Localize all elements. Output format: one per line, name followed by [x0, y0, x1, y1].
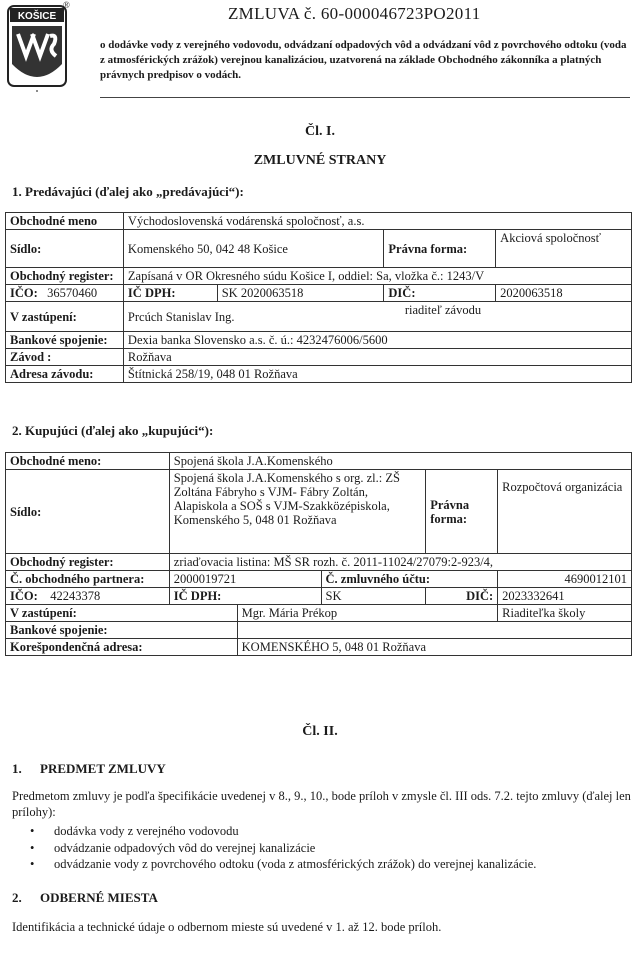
section-number: 1. [12, 761, 22, 776]
section-title: ODBERNÉ MIESTA [40, 890, 158, 905]
subject-paragraph: Predmetom zmluvy je podľa špecifikácie uvedenej v 8., 9., 10., bode príloh v zmysle čl. III ods. 7.2. tejto zmluvy (ďalej len prílohy): [12, 789, 631, 819]
kosice-vvs-logo [6, 4, 70, 94]
list-item: • odvádzanie vody z povrchového odtoku (voda z atmosférických zrážok) do verejnej kanalizácie. [30, 856, 536, 873]
section-subject-heading [12, 761, 166, 777]
table-row [6, 554, 632, 571]
seller-bank-value: Dexia banka Slovensko a.s. č. ú.: 4232476006/5600 [123, 332, 631, 349]
buyer-ico-label: IČO: [10, 589, 38, 603]
article-2-heading: Čl. II. [302, 724, 338, 739]
buyer-bank-label: Bankové spojenie: [6, 622, 238, 639]
seller-icdph-value: SK 2020063518 [217, 285, 384, 302]
buyer-name-value: Spojená škola J.A.Komenského [169, 453, 631, 470]
table-row [6, 302, 632, 332]
article-1-subheading: ZMLUVNÉ STRANY [253, 153, 387, 168]
buyer-icdph-label: IČ DPH: [169, 588, 321, 605]
table-row [6, 349, 632, 366]
buyer-seat-label: Sídlo: [6, 470, 170, 554]
list-item: • odvádzanie odpadových vôd do verejnej kanalizácie [30, 840, 536, 857]
buyer-icdph-value: SK [321, 588, 426, 605]
section-number: 2. [12, 890, 22, 905]
table-row [6, 639, 632, 656]
article-1-heading: Čl. I. [305, 124, 335, 139]
buyer-bank-value [237, 622, 631, 639]
buyer-partner-value: 2000019721 [169, 571, 321, 588]
buyer-dic-label: DIČ: [426, 588, 498, 605]
seller-seat-label: Sídlo: [6, 230, 124, 268]
buyer-register-value: zriaďovacia listina: MŠ SR rozh. č. 2011-11024/27079:2-923/4, [169, 554, 631, 571]
registered-mark: ® [63, 0, 70, 10]
section-delivery-points-heading [12, 890, 158, 906]
table-row [6, 470, 632, 554]
table-row [6, 605, 632, 622]
subject-bullet-list [30, 823, 536, 873]
seller-plant-label: Závod : [6, 349, 124, 366]
contract-intro: o dodávke vody z verejného vodovodu, odvádzaní odpadových vôd a odvádzaní vôd z povrchového odtoku (voda z atmosférických zrážok) verejnou kanalizáciou, uzatvorená na základe Obchodného zákonníka a platných právnych predpisov o vodách. [100, 39, 627, 81]
buyer-rep-label: V zastúpení: [6, 605, 238, 622]
buyer-legal-form-label: Právna forma: [426, 470, 498, 554]
seller-rep-label: V zastúpení: [6, 302, 124, 332]
buyer-table [5, 452, 632, 656]
table-row [6, 268, 632, 285]
buyer-legal-form-value: Rozpočtová organizácia [498, 470, 632, 554]
buyer-rep-value: Mgr. Mária Prékop [237, 605, 498, 622]
table-row [6, 332, 632, 349]
buyer-dic-value: 2023332641 [498, 588, 632, 605]
seller-ico-label: IČO: [10, 286, 38, 300]
buyer-corr-label: Korešpondenčná adresa: [6, 639, 238, 656]
seller-plant-addr-value: Štítnická 258/19, 048 01 Rožňava [123, 366, 631, 383]
seller-name-value: Východoslovenská vodárenská spoločnosť, a.s. [123, 213, 631, 230]
svg-text:KOŠICE: KOŠICE [17, 11, 57, 22]
buyer-account-label: Č. zmluvného účtu: [321, 571, 498, 588]
buyer-partner-label: Č. obchodného partnera: [6, 571, 170, 588]
seller-icdph-label: IČ DPH: [123, 285, 217, 302]
table-row [6, 588, 632, 605]
buyer-ico-cell [6, 588, 170, 605]
buyer-seat-value: Spojená škola J.A.Komenského s org. zl.: ZŠ Zoltána Fábryho s VJM- Fábry Zoltán, Alapiskola a SOŠ s VJM-Szakközépiskola, Komenského 5, 048 01 Rožňava [169, 470, 425, 554]
seller-legal-form-value: Akciová spoločnosť [496, 230, 632, 268]
table-row [6, 285, 632, 302]
table-row [6, 622, 632, 639]
buyer-account-value: 4690012101 [498, 571, 632, 588]
contract-title: ZMLUVA č. 60-000046723PO2011 [228, 4, 481, 23]
seller-legal-form-label: Právna forma: [384, 230, 496, 268]
seller-seat-value: Komenského 50, 042 48 Košice [123, 230, 383, 268]
seller-dic-value: 2020063518 [496, 285, 632, 302]
buyer-register-label: Obchodný register: [6, 554, 170, 571]
table-row [6, 453, 632, 470]
delivery-points-paragraph: Identifikácia a technické údaje o odbernom mieste sú uvedené v 1. až 12. bode príloh. [12, 920, 442, 934]
seller-rep-value: Prcúch Stanislav Ing. [123, 302, 400, 332]
table-row [6, 366, 632, 383]
header-divider [100, 97, 630, 98]
seller-ico-cell [6, 285, 124, 302]
buyer-ico-value: 42243378 [50, 589, 101, 603]
seller-name-label: Obchodné meno [6, 213, 124, 230]
table-row [6, 213, 632, 230]
seller-rep-role: riaditeľ závodu [401, 302, 632, 332]
seller-dic-label: DIČ: [384, 285, 496, 302]
buyer-name-label: Obchodné meno: [6, 453, 170, 470]
buyer-rep-role: Riaditeľka školy [498, 605, 632, 622]
seller-register-value: Zapísaná v OR Okresného súdu Košice I, oddiel: Sa, vložka č.: 1243/V [123, 268, 631, 285]
table-row [6, 571, 632, 588]
seller-plant-addr-label: Adresa závodu: [6, 366, 124, 383]
seller-bank-label: Bankové spojenie: [6, 332, 124, 349]
seller-register-label: Obchodný register: [6, 268, 124, 285]
seller-plant-value: Rožňava [123, 349, 631, 366]
seller-ico-value: 36570460 [47, 286, 98, 300]
seller-section-title: 1. Predávajúci (ďalej ako „predávajúci“): [12, 184, 244, 199]
buyer-section-title: 2. Kupujúci (ďalej ako „kupujúci“): [12, 423, 214, 438]
list-item: • dodávka vody z verejného vodovodu [30, 823, 536, 840]
seller-table [5, 212, 632, 383]
buyer-corr-value: KOMENSKÉHO 5, 048 01 Rožňava [237, 639, 631, 656]
table-row [6, 230, 632, 268]
section-title: PREDMET ZMLUVY [40, 761, 166, 776]
